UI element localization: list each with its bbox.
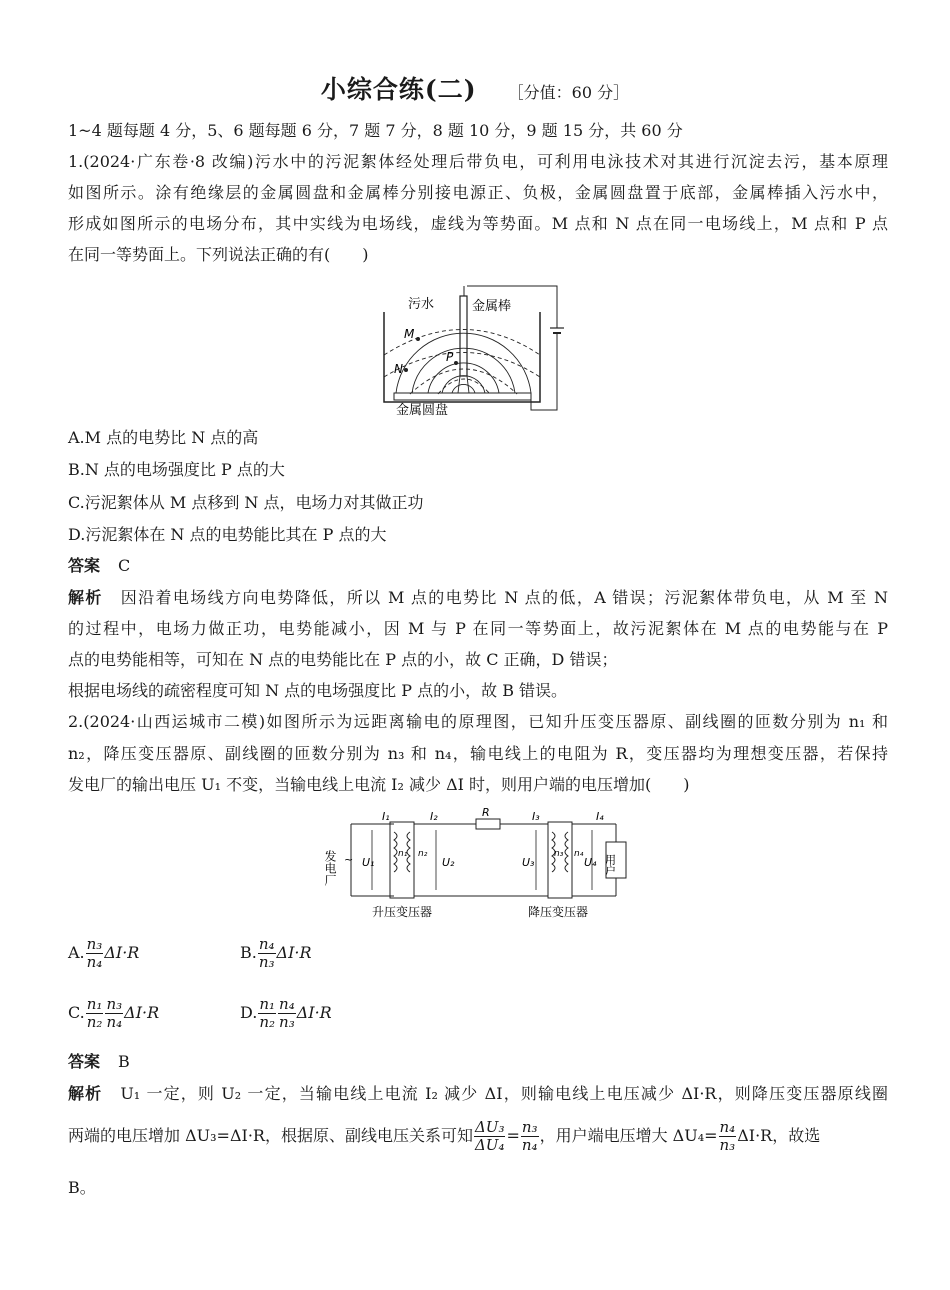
q2-analysis-frac2-den: n₄ (521, 1136, 538, 1154)
title-row (0, 70, 950, 106)
q1-answer-value: C (118, 556, 131, 575)
q2-option-c-letter: C. (68, 1003, 85, 1022)
q1-analysis-line-4: 根据电场线的疏密程度可知 N 点的电场强度比 P 点的小，故 B 错误。 (68, 681, 568, 700)
q1-point-p-label: P (446, 350, 454, 364)
q2-analysis-text-2b: ，用户端电压增大 ΔU₄= (539, 1126, 718, 1145)
q2-n1-label: n₁ (398, 849, 408, 859)
q1-water-label: 污水 (408, 297, 435, 312)
q2-option-c-den-2: n₄ (106, 1013, 123, 1031)
q2-i2-label: I₂ (430, 810, 438, 823)
q2-option-d-num-1: n₁ (259, 995, 276, 1013)
q1-analysis-line-2: 的过程中，电场力做正功，电势能减小，因 M 与 P 在同一等势面上，故污泥絮体在 M 点的电势能与在 P (68, 619, 888, 638)
q2-i4-label: I₄ (596, 810, 604, 823)
q2-option-b-fraction (258, 936, 276, 971)
q2-analysis-label: 解析 (68, 1084, 103, 1103)
q2-u3-label: U₃ (522, 856, 535, 869)
q1-point-m-label: M (404, 327, 415, 341)
q2-analysis-line-1 (68, 1084, 888, 1104)
q1-answer-label: 答案 (68, 556, 101, 575)
q2-transmission-figure (323, 806, 636, 924)
q2-analysis-fraction-2 (521, 1119, 539, 1154)
q1-stem-line-4: 在同一等势面上。下列说法正确的有( ) (68, 245, 369, 264)
q2-u1-label: U₁ (362, 856, 375, 869)
q2-option-b-den: n₃ (258, 953, 275, 971)
q1-analysis-line-1 (68, 588, 888, 608)
q2-option-c-den-1: n₂ (86, 1013, 103, 1031)
q2-option-c-fraction-1 (86, 996, 104, 1031)
q2-analysis-frac1-den: ΔU₄ (474, 1136, 505, 1154)
q2-option-d-fraction-1 (258, 996, 276, 1031)
q2-option-d-num-2: n₄ (279, 995, 295, 1013)
q2-option-b-num: n₄ (258, 935, 275, 953)
q2-option-a-num: n₃ (86, 935, 103, 953)
q2-option-d-den-2: n₃ (279, 1013, 295, 1031)
q2-analysis-frac3-den: n₃ (719, 1136, 736, 1154)
q2-option-b (240, 936, 312, 971)
q2-answer-row (68, 1052, 888, 1072)
q2-answer-label: 答案 (68, 1052, 101, 1071)
q2-n4-label: n₄ (574, 849, 584, 859)
q2-analysis-line-2 (68, 1118, 888, 1154)
q2-n3-label: n₃ (554, 849, 564, 859)
q1-analysis-text-1: 因沿着电场线方向电势降低，所以 M 点的电势比 N 点的低，A 错误；污泥絮体带负电，从 M 至 N (120, 588, 888, 607)
q2-option-a-letter: A. (68, 943, 85, 962)
q2-option-d-tail: ΔI·R (296, 1003, 332, 1022)
q1-analysis-label: 解析 (68, 588, 103, 607)
q1-rod-label: 金属棒 (472, 299, 512, 314)
q2-stem-line-2: n₂，降压变压器原、副线圈的匝数分别为 n₃ 和 n₄，输电线上的电阻为 R，变压器均为理想变压器，若保持 (68, 744, 888, 763)
q1-point-n-label: N (394, 362, 403, 376)
q2-i1-label: I₁ (382, 810, 390, 823)
q2-option-a (68, 936, 139, 971)
q1-analysis-line-3: 点的电势能相等，可知在 N 点的电势能比在 P 点的小，故 C 正确，D 错误； (68, 650, 618, 669)
q2-analysis-line-3: B。 (68, 1178, 96, 1197)
q1-electrophoresis-figure (380, 282, 570, 418)
q2-stem-line-1: 2.(2024·山西运城市二模)如图所示为远距离输电的原理图，已知升压变压器原、副线圈的匝数分别为 n₁ 和 (68, 712, 888, 731)
q1-option-d: D.污泥絮体在 N 点的电势能比其在 P 点的大 (68, 525, 387, 544)
q1-option-a: A.M 点的电势比 N 点的高 (68, 428, 259, 447)
q2-ac-symbol: ~ (344, 853, 354, 866)
q1-disk-label: 金属圆盘 (396, 403, 449, 418)
q2-step-down-label: 降压变压器 (528, 905, 589, 919)
q2-option-c-num-1: n₁ (86, 995, 103, 1013)
q1-stem-line-1: 1.(2024·广东卷·8 改编)污水中的污泥絮体经处理后带负电，可利用电泳技术对其进行沉淀去污，基本原理 (68, 152, 888, 171)
scoring-note: 1~4 题每题 4 分，5、6 题每题 6 分，7 题 7 分，8 题 10 分，9 题 15 分，共 60 分 (68, 121, 683, 140)
q2-answer-value: B (118, 1052, 130, 1071)
q2-stem-line-3: 发电厂的输出电压 U₁ 不变，当输电线上电流 I₂ 减少 ΔI 时，则用户端的电压增加( ) (68, 775, 690, 794)
q2-analysis-fraction-1 (474, 1119, 506, 1154)
q2-option-d (240, 996, 332, 1031)
q1-option-b: B.N 点的电场强度比 P 点的大 (68, 460, 285, 479)
q2-option-c (68, 996, 159, 1031)
q2-analysis-equals: = (506, 1126, 520, 1145)
q1-option-c: C.污泥絮体从 M 点移到 N 点，电场力对其做正功 (68, 493, 424, 512)
q2-u4-label: U₄ (584, 856, 597, 869)
q2-analysis-frac2-num: n₃ (521, 1118, 538, 1136)
q2-option-b-tail: ΔI·R (276, 943, 312, 962)
q2-option-d-fraction-2 (278, 996, 296, 1031)
q2-n2-label: n₂ (418, 849, 428, 859)
q2-analysis-text-2a: 两端的电压增加 ΔU₃=ΔI·R，根据原、副线电压关系可知 (68, 1126, 473, 1145)
q2-user-label: 用户 (603, 854, 617, 876)
q2-option-a-tail: ΔI·R (104, 943, 140, 962)
q2-u2-label: U₂ (442, 856, 455, 869)
score-note: ［分值：60 分］ (507, 83, 630, 102)
q2-analysis-text-2c: ΔI·R，故选 (737, 1126, 821, 1145)
q2-option-d-den-1: n₂ (259, 1013, 276, 1031)
q1-stem-line-3: 形成如图所示的电场分布，其中实线为电场线，虚线为等势面。M 点和 N 点在同一电场线上，M 点和 P 点 (68, 214, 888, 233)
q1-stem-line-2: 如图所示。涂有绝缘层的金属圆盘和金属棒分别接电源正、负极，金属圆盘置于底部，金属棒插入污水中， (68, 183, 888, 202)
q2-option-c-num-2: n₃ (106, 995, 123, 1013)
q2-analysis-text-1: U₁ 一定，则 U₂ 一定，当输电线上电流 I₂ 减少 ΔI，则输电线上电压减少 ΔI·R，则降压变压器原线圈 (120, 1084, 888, 1103)
q2-option-a-den: n₄ (86, 953, 103, 971)
q2-option-c-tail: ΔI·R (124, 1003, 160, 1022)
q2-resistor-label: R (482, 806, 490, 819)
q2-option-c-fraction-2 (105, 996, 123, 1031)
q2-option-b-letter: B. (240, 943, 257, 962)
q2-analysis-frac3-num: n₄ (719, 1118, 736, 1136)
q2-step-up-label: 升压变压器 (372, 905, 433, 919)
q2-analysis-fraction-3 (719, 1119, 737, 1154)
q1-answer-row (68, 556, 888, 576)
q2-option-d-letter: D. (240, 1003, 258, 1022)
q2-plant-label: 发电厂 (323, 850, 337, 886)
q2-i3-label: I₃ (532, 810, 540, 823)
q2-option-a-fraction (86, 936, 104, 971)
q2-analysis-frac1-num: ΔU₃ (474, 1118, 505, 1136)
page-title: 小综合练(二) (320, 75, 477, 104)
